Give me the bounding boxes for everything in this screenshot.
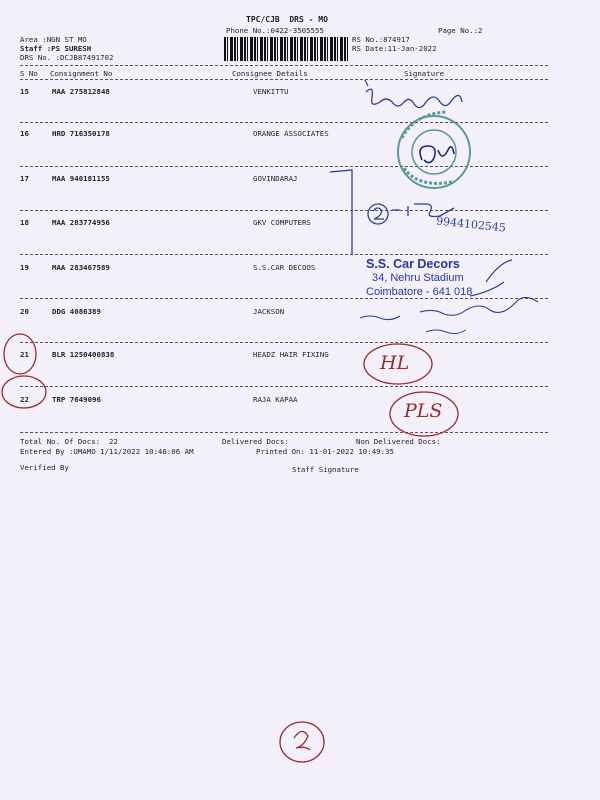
row-consignment: TRP 7649096 <box>52 395 101 404</box>
stamp-address-line2: Coimbatore - 641 018 <box>366 286 473 298</box>
signature-row-15 <box>366 89 462 107</box>
column-signature: Signature <box>404 69 445 78</box>
row-sno: 18 <box>20 218 29 227</box>
signature-row-18 <box>392 204 454 217</box>
staff-label: Staff :PS SURESH <box>20 44 92 53</box>
row-sno: 15 <box>20 87 29 96</box>
row-consignee: VENKITTU <box>253 87 289 96</box>
red-page-mark-circle <box>280 722 324 762</box>
row-consignee: GOVINDARAJ <box>253 174 298 183</box>
non-delivered-docs: Non Delivered Docs: <box>356 437 441 446</box>
red-circle-initials-21 <box>364 344 432 384</box>
column-consignee: Consignee Details <box>232 69 308 78</box>
row-sno: 16 <box>20 129 29 138</box>
row-sno: 21 <box>20 350 29 359</box>
area-label: Area :NGN ST MO <box>20 35 87 44</box>
row-consignment: MAA 275812848 <box>52 87 110 96</box>
row-consignee: HEADZ HAIR FIXING <box>253 350 329 359</box>
row-consignment: HRD 716350178 <box>52 129 110 138</box>
total-docs: Total No. Of Docs: 22 <box>20 437 118 446</box>
staff-signature: Staff Signature <box>292 465 359 474</box>
stamp-address-line1: 34, Nehru Stadium <box>372 272 464 284</box>
column-consignment: Consignment No <box>50 69 113 78</box>
row-consignment: MAA 940181155 <box>52 174 110 183</box>
red-page-mark <box>294 731 310 750</box>
rs-date: RS Date:11-Jan-2022 <box>352 44 437 53</box>
associates-seal <box>398 112 470 188</box>
red-circle-row-21 <box>4 334 36 374</box>
phone-number: Phone No.:0422-3505555 <box>226 26 324 35</box>
entered-by: Entered By :UMAMO 1/11/2022 10:46:06 AM <box>20 447 194 456</box>
row-consignee: GKV COMPUTERS <box>253 218 311 227</box>
delivered-docs: Delivered Docs: <box>222 437 289 446</box>
signature-row-19 <box>470 260 512 296</box>
stamp-business-name: S.S. Car Decors <box>366 257 460 271</box>
drs-number: DRS No. :DCJB87491702 <box>20 53 114 62</box>
column-sno: S No <box>20 69 38 78</box>
row-consignee: RAJA KAPAA <box>253 395 298 404</box>
bracket-line <box>330 170 352 254</box>
signature-row-16 <box>420 146 454 163</box>
row-consignee: JACKSON <box>253 307 285 316</box>
row-sno: 19 <box>20 263 29 272</box>
printed-on: Printed On: 11-01-2022 10:49:35 <box>256 447 394 456</box>
red-circle-initials-22 <box>390 392 458 436</box>
page-number: Page No.:2 <box>438 26 483 35</box>
row-consignment: BLR 1250400838 <box>52 350 115 359</box>
handwritten-initials-22: PLS <box>404 400 443 422</box>
document-title: TPC/CJB DRS - MO <box>246 15 328 24</box>
row-consignee: ORANGE ASSOCIATES <box>253 129 329 138</box>
signature-row-20 <box>360 297 538 319</box>
red-circle-row-22 <box>2 376 46 408</box>
row-consignment: MAA 283774956 <box>52 218 110 227</box>
row-sno: 22 <box>20 395 29 404</box>
row-sno: 17 <box>20 174 29 183</box>
row-consignment: DDG 4086389 <box>52 307 101 316</box>
handwritten-phone: 9944102545 <box>435 214 507 235</box>
rs-number: RS No.:874917 <box>352 35 410 44</box>
handwritten-initials-21: HL <box>380 352 410 374</box>
verified-by: Verified By <box>20 463 69 472</box>
row-consignee: S.S.CAR DECOOS <box>253 263 316 272</box>
row-consignment: MAA 283467589 <box>52 263 110 272</box>
row-sno: 20 <box>20 307 29 316</box>
